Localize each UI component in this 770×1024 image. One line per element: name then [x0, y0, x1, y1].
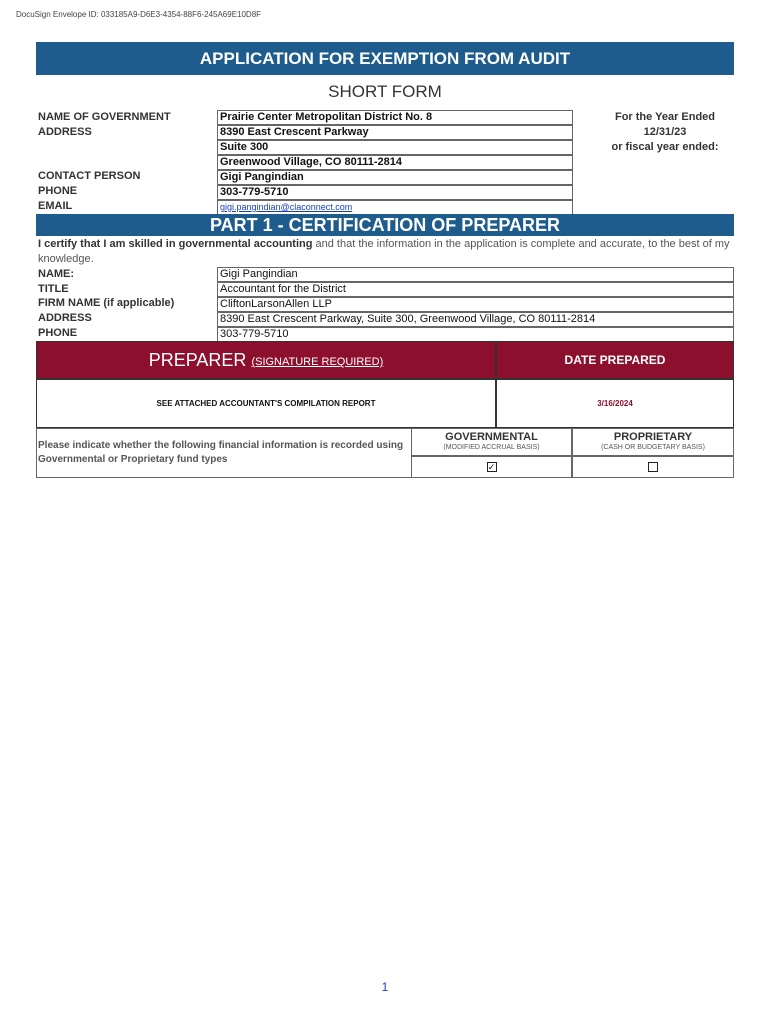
proprietary-label: PROPRIETARY [613, 431, 693, 443]
governmental-header [411, 428, 572, 456]
governmental-sublabel: (MODIFIED ACCRUAL BASIS) [443, 444, 540, 451]
firm-name-field[interactable]: CliftonLarsonAllen LLP [217, 297, 734, 312]
contact-person-field[interactable]: Gigi Pangindian [217, 170, 573, 185]
preparer-title-field[interactable]: Accountant for the District [217, 282, 734, 297]
signature-field[interactable]: SEE ATTACHED ACCOUNTANT'S COMPILATION REPORT [36, 379, 496, 428]
label-contact-person: CONTACT PERSON [38, 170, 141, 182]
date-prepared-header: DATE PREPARED [496, 341, 734, 379]
governmental-checkbox[interactable]: ✓ [487, 462, 496, 472]
date-prepared-field[interactable]: 3/16/2024 [496, 379, 734, 428]
preparer-signature-header [36, 341, 496, 379]
label-preparer-address: ADDRESS [38, 312, 92, 324]
page-number: 1 [381, 980, 389, 994]
label-address: ADDRESS [38, 126, 92, 138]
label-government-name: NAME OF GOVERNMENT [38, 111, 171, 123]
proprietary-header [572, 428, 734, 456]
fiscal-year-label: or fiscal year ended: [611, 141, 719, 153]
phone-field[interactable]: 303-779-5710 [217, 185, 573, 200]
label-preparer-title: TITLE [38, 283, 69, 295]
label-preparer-name: NAME: [38, 268, 75, 280]
preparer-label: PREPARER [148, 349, 247, 370]
email-link[interactable]: gigi.pangindian@claconnect.com [217, 200, 573, 215]
certification-statement [38, 237, 732, 267]
preparer-address-field[interactable]: 8390 East Crescent Parkway, Suite 300, Greenwood Village, CO 80111-2814 [217, 312, 734, 327]
form-subtitle: SHORT FORM [328, 82, 442, 101]
envelope-id: DocuSign Envelope ID: 033185A9-D6E3-4354-88F6-245A69E10D8F [16, 10, 262, 19]
label-firm-name: FIRM NAME (if applicable) [38, 297, 175, 309]
government-name-field[interactable]: Prairie Center Metropolitan District No. 8 [217, 110, 573, 125]
part1-heading: PART 1 - CERTIFICATION OF PREPARER [36, 214, 734, 236]
year-ended-label: For the Year Ended [614, 111, 716, 123]
proprietary-checkbox[interactable] [648, 462, 658, 472]
preparer-name-field[interactable]: Gigi Pangindian [217, 267, 734, 282]
form-title: APPLICATION FOR EXEMPTION FROM AUDIT [36, 42, 734, 75]
proprietary-checkbox-cell [572, 456, 734, 478]
label-preparer-phone: PHONE [38, 327, 78, 339]
label-email: EMAIL [38, 200, 73, 212]
certification-rest: and that the information in the application is complete and accurate, to the best of my knowledge. [38, 238, 730, 265]
certification-bold: I certify that I am skilled in governmental accounting [38, 238, 313, 250]
preparer-phone-field[interactable]: 303-779-5710 [217, 327, 734, 342]
address-line1-field[interactable]: 8390 East Crescent Parkway [217, 125, 573, 140]
governmental-label: GOVERNMENTAL [445, 431, 538, 443]
proprietary-sublabel: (CASH OR BUDGETARY BASIS) [601, 444, 705, 451]
address-line3-field[interactable]: Greenwood Village, CO 80111-2814 [217, 155, 573, 170]
signature-required-label: (SIGNATURE REQUIRED) [251, 356, 384, 368]
label-phone: PHONE [38, 185, 78, 197]
address-line2-field[interactable]: Suite 300 [217, 140, 573, 155]
fund-type-question: Please indicate whether the following financial information is recorded using Governmental or Proprietary fund types [36, 428, 412, 478]
governmental-checkbox-cell [411, 456, 572, 478]
year-ended-date: 12/31/23 [643, 126, 687, 138]
